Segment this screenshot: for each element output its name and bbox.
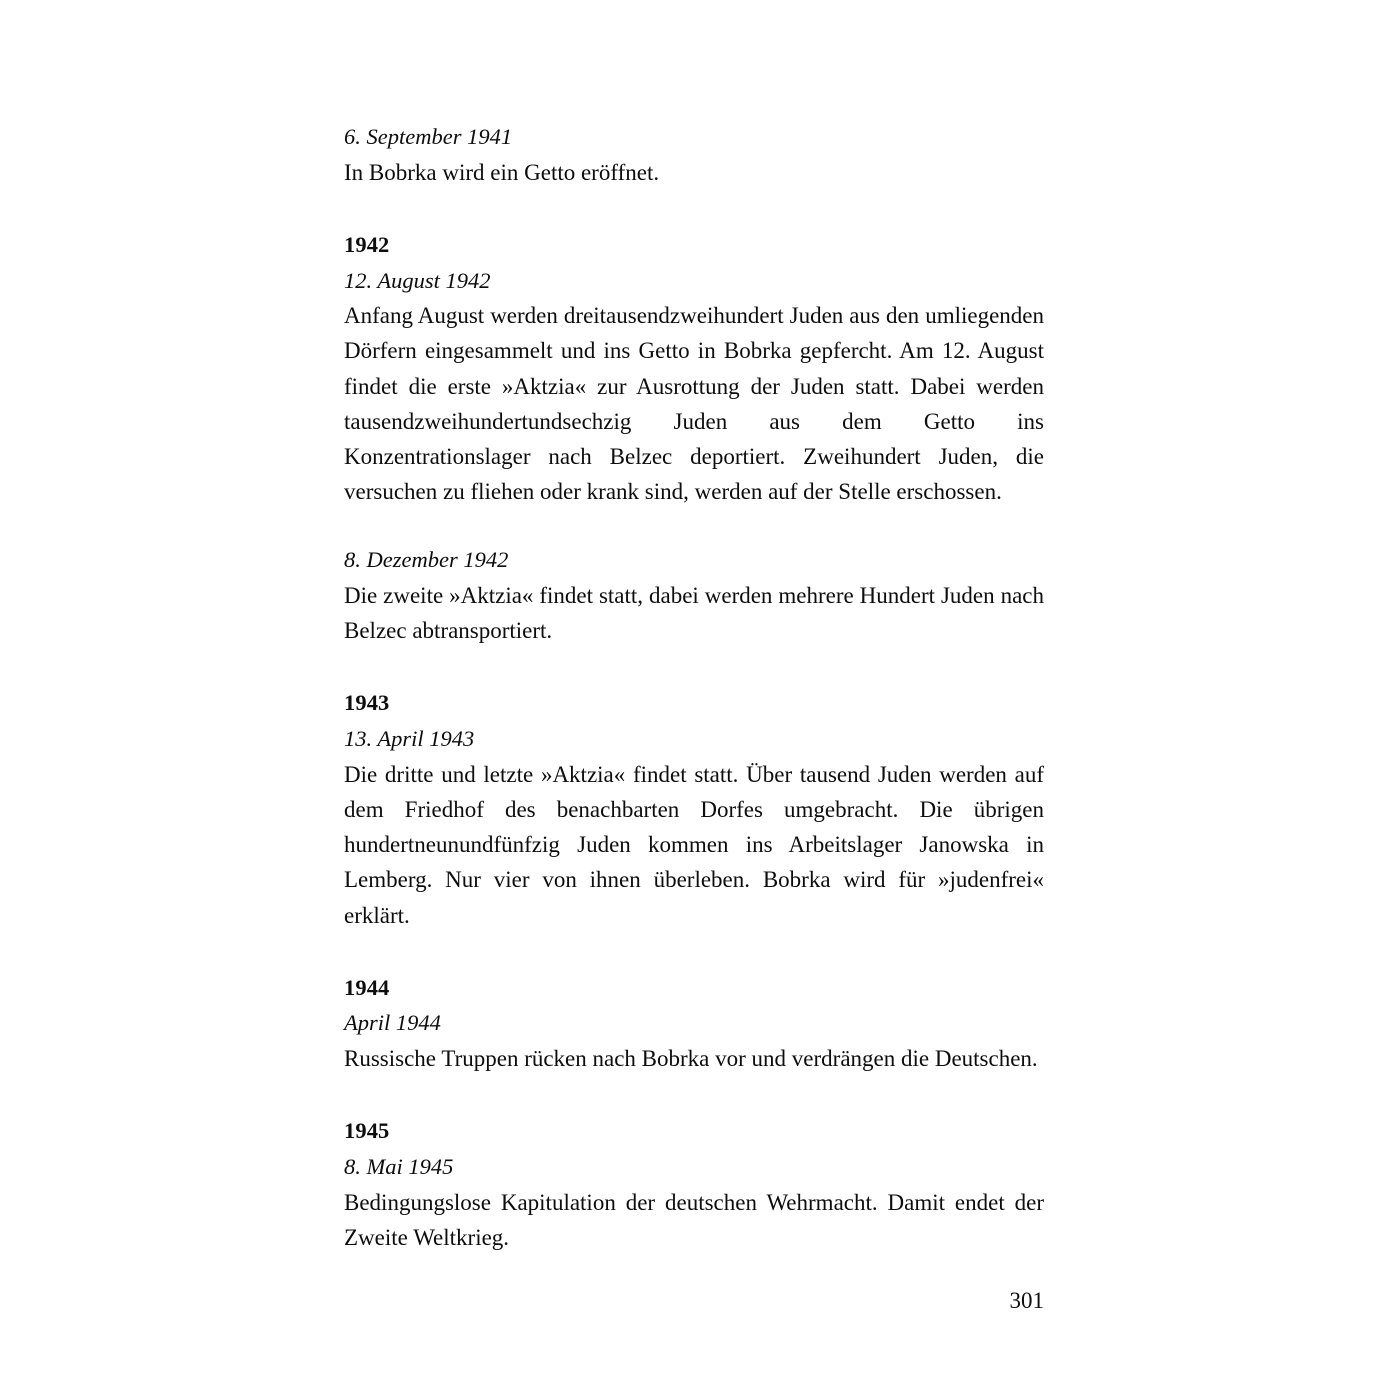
entry-date: 12. August 1942 bbox=[344, 267, 491, 293]
entry-body: In Bobrka wird ein Getto eröffnet. bbox=[344, 159, 660, 185]
entry-date: 8. Dezember 1942 bbox=[344, 547, 509, 573]
year-heading: 1945 bbox=[344, 1118, 390, 1144]
entry-body: Die dritte und letzte »Aktzia« findet statt. Über tausend Juden werden auf dem Friedhof des benachbarten Dorfes umgebracht. Die übrigen hundertneunundfünfzig Juden kommen ins Arbeitslager Janowska in Lemberg. Nur vier von ihnen überleben. Bobrka wird für »judenfrei« erklärt. bbox=[344, 761, 1044, 928]
entry-body: Russische Truppen rücken nach Bobrka vor und verdrängen die Deutschen. bbox=[344, 1046, 1038, 1072]
entry-date: 8. Mai 1945 bbox=[344, 1154, 454, 1179]
entry-date: 13. April 1943 bbox=[344, 726, 475, 752]
chronology-text-column bbox=[344, 122, 1044, 1255]
chronology-entry bbox=[344, 973, 1044, 1077]
year-heading: 1944 bbox=[344, 974, 390, 1000]
entry-body: Bedingungslose Kapitulation der deutschen Wehrmacht. Damit endet der Zweite Weltkrieg. bbox=[344, 1189, 1044, 1250]
chronology-entry bbox=[344, 545, 1044, 648]
chronology-entry bbox=[344, 688, 1044, 932]
entry-date: 6. September 1941 bbox=[344, 124, 513, 149]
entry-date: April 1944 bbox=[344, 1010, 441, 1036]
year-heading: 1942 bbox=[344, 231, 390, 257]
page-number: 301 bbox=[1009, 1288, 1044, 1313]
chronology-entry bbox=[344, 122, 1044, 190]
entry-body: Die zweite »Aktzia« findet statt, dabei werden mehrere Hundert Juden nach Belzec abtransportiert. bbox=[344, 583, 1044, 644]
chronology-entry bbox=[344, 1116, 1044, 1255]
chronology-entry bbox=[344, 230, 1044, 510]
entry-body: Anfang August werden dreitausendzweihundert Juden aus den umliegenden Dörfern eingesammelt und ins Getto in Bobrka gepfercht. Am 12. August findet die erste »Aktzia« zur Ausrottung der Juden statt. Dabei werden tausendzweihundertundsechzig Juden aus dem Getto ins Konzentrationslager nach Belzec deportiert. Zweihundert Juden, die versuchen zu fliehen oder krank sind, werden auf der Stelle erschossen. bbox=[344, 303, 1044, 505]
year-heading: 1943 bbox=[344, 690, 390, 716]
